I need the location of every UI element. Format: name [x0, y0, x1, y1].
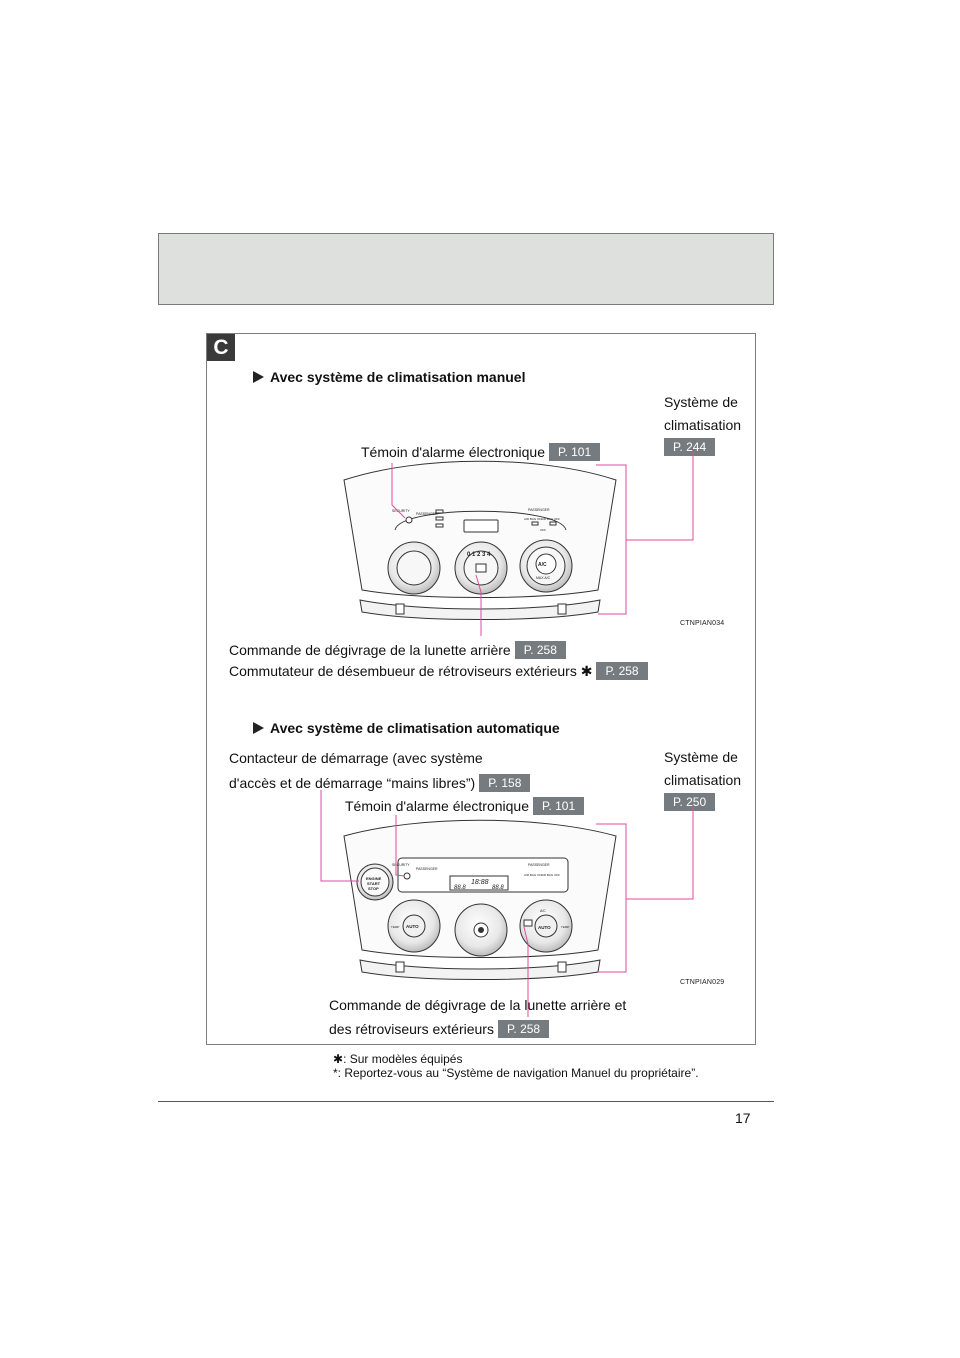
auto-start-label-line2: d'accès et de démarrage “mains libres”): [229, 775, 476, 791]
manual-warning-page-tag[interactable]: P. 101: [549, 443, 600, 461]
svg-text:A/C: A/C: [538, 562, 547, 568]
manual-mirror-defog-page-tag[interactable]: P. 258: [596, 662, 647, 680]
manual-heading-text: Avec système de climatisation manuel: [270, 369, 526, 385]
svg-text:OFF: OFF: [540, 528, 546, 532]
manual-rear-defog-button[interactable]: [476, 564, 486, 572]
auto-climate-page-tag[interactable]: P. 250: [664, 793, 715, 811]
svg-text:STOP: STOP: [368, 886, 379, 891]
manual-climate-page-tag[interactable]: P. 244: [664, 438, 715, 456]
manual-image-code: CTNPIAN034: [680, 620, 725, 627]
svg-text:MAX A/C: MAX A/C: [536, 576, 551, 580]
auto-defog-label-line2: des rétroviseurs extérieurs: [329, 1021, 494, 1037]
auto-heading-text: Avec système de climatisation automatique: [270, 720, 560, 736]
svg-text:AIR BAG ON: AIR BAG ON: [524, 517, 542, 521]
svg-text:ENGINE: ENGINE: [366, 876, 382, 881]
svg-text:START: START: [367, 881, 381, 886]
manual-warning-text: Témoin d'alarme électronique: [361, 444, 545, 460]
svg-text:AIR BAG ON: AIR BAG ON: [524, 873, 542, 877]
auto-security-led: [404, 873, 410, 879]
manual-mirror-defog-text: Commutateur de désembueur de rétroviseurs extérieurs: [229, 663, 577, 679]
asterisk-icon: ✱: [333, 1052, 344, 1066]
manual-rear-defog-text: Commande de dégivrage de la lunette arrière: [229, 642, 511, 658]
svg-text:18:88: 18:88: [471, 879, 489, 886]
auto-climate-label-line2: climatisation: [664, 772, 742, 788]
auto-warning-page-tag[interactable]: P. 101: [533, 797, 584, 815]
manual-control-panel: [344, 461, 616, 619]
svg-text:PASSENGER: PASSENGER: [528, 508, 550, 512]
manual-security-led: [406, 517, 412, 523]
manual-rear-defog-page-tag[interactable]: P. 258: [515, 641, 566, 659]
footnote-equipped: [333, 1053, 462, 1065]
auto-defog-label-line1: Commande de dégivrage de la lunette arrière et: [329, 997, 627, 1013]
svg-text:PASSENGER: PASSENGER: [528, 863, 550, 867]
svg-text:TEMP: TEMP: [391, 925, 400, 929]
footnote-equipped-text: : Sur modèles équipés: [343, 1052, 463, 1066]
bottom-rule: [158, 1101, 774, 1102]
auto-defog-page-tag[interactable]: P. 258: [498, 1020, 549, 1038]
auto-rear-defog-button[interactable]: [524, 920, 532, 926]
manual-climate-label-line1: Système de: [664, 394, 738, 410]
auto-climate-label-line1: Système de: [664, 749, 738, 765]
auto-warning-text: Témoin d'alarme électronique: [345, 798, 529, 814]
section-badge: C: [207, 334, 235, 361]
page-number: 17: [735, 1110, 751, 1126]
svg-text:0 1 2 3 4: 0 1 2 3 4: [467, 552, 491, 558]
svg-text:88.8: 88.8: [492, 885, 504, 891]
svg-text:SECURITY: SECURITY: [392, 863, 410, 867]
asterisk-icon: ✱: [580, 663, 593, 679]
svg-text:PASSENGER: PASSENGER: [416, 512, 438, 516]
manual-climate-label-line2: climatisation: [664, 417, 742, 433]
svg-text:SECURITY: SECURITY: [392, 509, 410, 513]
svg-text:TEMP: TEMP: [561, 925, 570, 929]
auto-start-page-tag[interactable]: P. 158: [479, 774, 530, 792]
svg-text:AUTO: AUTO: [406, 924, 419, 929]
auto-start-label-line1: Contacteur de démarrage (avec système: [229, 750, 483, 766]
auto-image-code: CTNPIAN029: [680, 979, 725, 986]
svg-text:PASSENGER: PASSENGER: [416, 867, 438, 871]
auto-control-panel: [344, 820, 616, 979]
svg-text:A/C: A/C: [540, 909, 546, 913]
svg-text:AUTO: AUTO: [538, 925, 551, 930]
svg-text:88.8: 88.8: [454, 885, 466, 891]
footnote-nav: *: Reportez-vous au “Système de navigation Manuel du propriétaire”.: [333, 1066, 699, 1080]
svg-text:AIR BAG OFF: AIR BAG OFF: [541, 873, 561, 877]
svg-text:AIR BAG OFF: AIR BAG OFF: [541, 517, 561, 521]
